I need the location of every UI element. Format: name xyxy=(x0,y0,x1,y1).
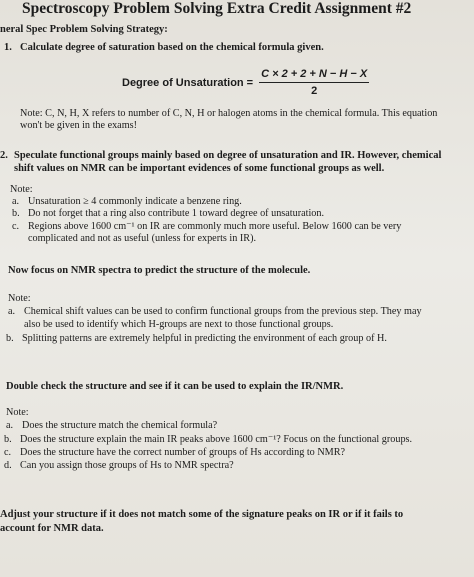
formula-denominator: 2 xyxy=(311,85,318,97)
step4-heading: Double check the structure and see if it can be used to explain the IR/NMR. xyxy=(6,381,344,392)
step4-item-b-label: b. xyxy=(4,434,12,445)
step4-item-c-label: c. xyxy=(4,447,12,458)
step4-item-a-text: Does the structure match the chemical formula? xyxy=(22,420,218,431)
step1-number: 1. xyxy=(4,42,12,53)
step5-line1: Adjust your structure if it does not match some of the signature peaks on IR or if it fails to xyxy=(0,509,404,520)
formula-numerator: C × 2 + 2 + N − H − X xyxy=(259,68,369,83)
step1-note-line1: Note: C, N, H, X refers to number of C, N, H or halogen atoms in the chemical formula. This equation xyxy=(20,108,438,119)
page-title: Spectroscopy Problem Solving Extra Credit Assignment #2 xyxy=(22,0,412,17)
step4-item-d-label: d. xyxy=(4,460,12,471)
step3-item-b-text: Splitting patterns are extremely helpful in predicting the environment of each group of H. xyxy=(22,333,387,344)
step4-note-label: Note: xyxy=(6,407,29,418)
step3-heading: Now focus on NMR spectra to predict the structure of the molecule. xyxy=(8,265,311,276)
step3-note-label: Note: xyxy=(8,293,31,304)
step5-line2: account for NMR data. xyxy=(0,523,104,534)
step2-item-c-label: c. xyxy=(12,221,20,232)
step2-item-c-text2: complicated and not as useful (unless for experts in IR). xyxy=(28,233,257,244)
step4-item-a-label: a. xyxy=(6,420,14,431)
step2-number: 2. xyxy=(0,150,8,161)
step3-item-b-label: b. xyxy=(6,333,14,344)
step3-item-a-label: a. xyxy=(8,306,16,317)
step4-item-d-text: Can you assign those groups of Hs to NMR spectra? xyxy=(20,460,234,471)
step4-item-b-text: Does the structure explain the main IR peaks above 1600 cm⁻¹? Focus on the functional groups. xyxy=(20,434,413,445)
step2-line2: shift values on NMR can be important evidences of some functional groups as well. xyxy=(14,163,385,174)
formula-label: Degree of Unsaturation = xyxy=(122,76,254,89)
step2-item-b-text: Do not forget that a ring also contribute 1 toward degree of unsaturation. xyxy=(28,208,325,219)
step2-item-a-label: a. xyxy=(12,196,20,207)
step2-line1: Speculate functional groups mainly based on degree of unsaturation and IR. However, chemical xyxy=(14,150,442,161)
step1-text: Calculate degree of saturation based on the chemical formula given. xyxy=(20,42,324,53)
step3-item-a-text2: also be used to identify which H-groups are next to those functional groups. xyxy=(24,319,334,330)
unsaturation-formula xyxy=(122,68,369,97)
step2-item-a-text: Unsaturation ≥ 4 commonly indicate a benzene ring. xyxy=(28,196,242,207)
section-subtitle: neral Spec Problem Solving Strategy: xyxy=(0,24,168,35)
step3-item-a-text: Chemical shift values can be used to confirm functional groups from the previous step. They may xyxy=(24,306,422,317)
formula-fraction xyxy=(259,68,369,97)
step1-note-line2: won't be given in the exams! xyxy=(20,120,137,131)
step4-item-c-text: Does the structure have the correct number of groups of Hs according to NMR? xyxy=(20,447,346,458)
step2-item-c-text: Regions above 1600 cm⁻¹ on IR are commonly much more useful. Below 1600 can be very xyxy=(28,221,402,232)
step2-item-b-label: b. xyxy=(12,208,20,219)
step2-note-label: Note: xyxy=(10,184,33,195)
